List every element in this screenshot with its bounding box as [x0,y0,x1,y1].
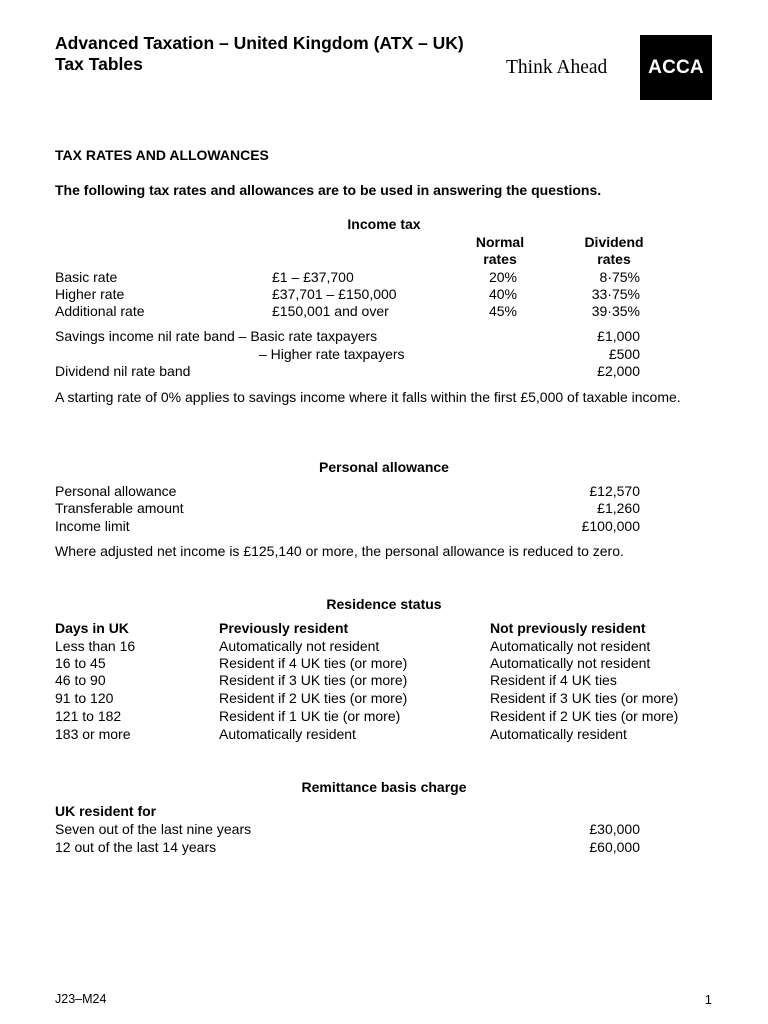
col-normal-header-2: rates [483,251,517,267]
allowance-reduction-note: Where adjusted net income is £125,140 or more, the personal allowance is reduced to zero. [55,543,624,559]
days-cell: 46 to 90 [55,672,106,688]
allowance-label: Personal allowance [55,483,177,499]
col-normal-header: Normal [475,234,525,250]
rate-label: Basic rate [55,269,118,285]
allowance-label: Transferable amount [55,500,184,516]
notprev-cell: Resident if 4 UK ties [490,672,617,688]
prev-cell: Resident if 2 UK ties (or more) [219,690,408,706]
personal-allowance-heading: Personal allowance [319,459,449,475]
savings-nil-band-higher-value: £500 [608,346,640,362]
dividend-rate: 39·35% [591,303,640,319]
allowance-value: £1,260 [597,500,640,516]
prev-cell: Automatically not resident [219,638,380,654]
notprev-cell: Automatically not resident [490,638,651,654]
rate-band: £1 – £37,700 [272,269,354,285]
normal-rate: 20% [488,269,518,285]
tagline: Think Ahead [506,57,608,78]
col-notprev-header: Not previously resident [490,620,646,636]
intro-text: The following tax rates and allowances are to be used in answering the questions. [55,182,602,198]
savings-nil-band-higher-label: – Higher rate taxpayers [259,346,405,362]
days-cell: 183 or more [55,726,131,742]
col-dividend-header-2: rates [597,251,631,267]
acca-logo-text: ACCA [648,57,704,78]
prev-cell: Resident if 1 UK tie (or more) [219,708,401,724]
income-tax-heading: Income tax [347,216,421,232]
savings-nil-band-basic-value: £1,000 [597,328,640,344]
document-title: Advanced Taxation – United Kingdom (ATX – UK) [55,33,464,53]
normal-rate: 40% [488,286,518,302]
remittance-heading: Remittance basis charge [301,779,467,795]
notprev-cell: Resident if 2 UK ties (or more) [490,708,679,724]
allowance-value: £12,570 [589,483,640,499]
document-subtitle: Tax Tables [55,54,143,74]
remittance-value: £30,000 [589,821,640,837]
col-prev-header: Previously resident [219,620,349,636]
rate-label: Additional rate [55,303,145,319]
allowance-value: £100,000 [581,518,640,534]
rate-band: £150,001 and over [272,303,389,319]
days-cell: 16 to 45 [55,655,106,671]
days-cell: 91 to 120 [55,690,114,706]
prev-cell: Resident if 4 UK ties (or more) [219,655,408,671]
remittance-label: Seven out of the last nine years [55,821,252,837]
savings-nil-band-basic-label: Savings income nil rate band – Basic rate taxpayers [55,328,378,344]
prev-cell: Automatically resident [219,726,356,742]
allowance-label: Income limit [55,518,130,534]
dividend-rate: 8·75% [599,269,640,285]
acca-logo [640,35,712,100]
col-dividend-header: Dividend [584,234,644,250]
days-cell: Less than 16 [55,638,136,654]
rate-label: Higher rate [55,286,125,302]
remittance-label: 12 out of the last 14 years [55,839,217,855]
starting-rate-note: A starting rate of 0% applies to savings income where it falls within the first £5,000 of taxable income. [55,389,681,405]
page-number: 1 [704,992,712,1007]
remittance-subheading: UK resident for [55,803,157,819]
col-days-header: Days in UK [55,620,129,636]
section-title: TAX RATES AND ALLOWANCES [55,147,269,163]
dividend-rate: 33·75% [591,286,640,302]
notprev-cell: Resident if 3 UK ties (or more) [490,690,679,706]
residence-heading: Residence status [326,596,442,612]
dividend-nil-band-label: Dividend nil rate band [55,363,191,379]
footer-code: J23–M24 [55,992,107,1006]
remittance-value: £60,000 [589,839,640,855]
dividend-nil-band-value: £2,000 [597,363,640,379]
days-cell: 121 to 182 [55,708,122,724]
rate-band: £37,701 – £150,000 [272,286,397,302]
notprev-cell: Automatically resident [490,726,627,742]
prev-cell: Resident if 3 UK ties (or more) [219,672,408,688]
notprev-cell: Automatically not resident [490,655,651,671]
normal-rate: 45% [488,303,518,319]
